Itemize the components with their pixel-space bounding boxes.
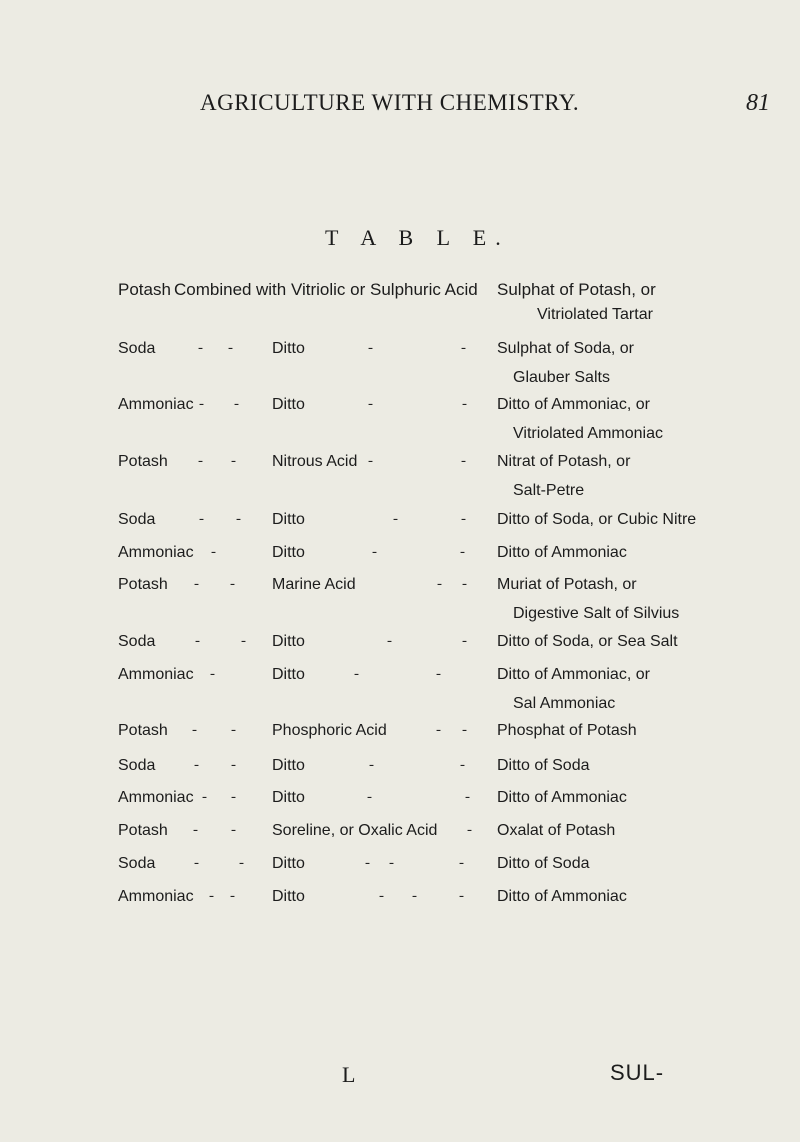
header-combined: Combined	[174, 280, 252, 299]
table-header-row	[0, 280, 800, 304]
leader-dash: -	[231, 822, 236, 838]
row-acid: Ditto	[272, 396, 305, 413]
row-base: Ammoniac	[118, 666, 194, 683]
row-result-line2: Salt-Petre	[513, 482, 585, 499]
row-result: Sulphat of Soda, or	[497, 340, 634, 357]
row-result: Muriat of Potash, or	[497, 576, 637, 593]
leader-dash: -	[368, 340, 373, 356]
row-result: Ditto of Soda	[497, 757, 590, 774]
row-result: Ditto of Ammoniac	[497, 544, 627, 561]
leader-dash: -	[230, 576, 235, 592]
leader-dash: -	[211, 544, 216, 560]
leader-dash: -	[368, 396, 373, 412]
leader-dash: -	[459, 855, 464, 871]
leader-dash: -	[379, 888, 384, 904]
row-result-line2: Digestive Salt of Silvius	[513, 605, 680, 622]
row-result: Nitrat of Potash, or	[497, 453, 631, 470]
leader-dash: -	[436, 722, 441, 738]
leader-dash: -	[467, 822, 472, 838]
row-base: Ammoniac	[118, 544, 194, 561]
leader-dash: -	[194, 576, 199, 592]
catchword: SUL-	[610, 1060, 665, 1085]
leader-dash: -	[228, 340, 233, 356]
leader-dash: -	[462, 396, 467, 412]
page-number: 81	[746, 90, 770, 116]
leader-dash: -	[231, 453, 236, 469]
row-acid: Ditto	[272, 633, 305, 650]
leader-dash: -	[436, 666, 441, 682]
leader-dash: -	[372, 544, 377, 560]
row-base: Potash	[118, 822, 168, 839]
row-base: Ammoniac	[118, 789, 194, 806]
table-row	[0, 576, 800, 628]
header-result-line2: Vitriolated Tartar	[537, 306, 653, 323]
leader-dash: -	[387, 633, 392, 649]
row-base: Ammoniac	[118, 396, 194, 413]
table-row	[0, 453, 800, 505]
row-acid: Ditto	[272, 511, 305, 528]
row-result: Ditto of Ammoniac	[497, 789, 627, 806]
leader-dash: -	[437, 576, 442, 592]
row-base: Soda	[118, 340, 156, 357]
leader-dash: -	[412, 888, 417, 904]
row-acid: Ditto	[272, 544, 305, 561]
row-result: Oxalat of Potash	[497, 822, 616, 839]
leader-dash: -	[461, 340, 466, 356]
leader-dash: -	[462, 633, 467, 649]
row-result: Ditto of Soda, or Sea Salt	[497, 633, 678, 650]
table-row	[0, 888, 800, 940]
row-acid: Soreline, or Oxalic Acid	[272, 822, 438, 839]
row-acid: Ditto	[272, 666, 305, 683]
leader-dash: -	[389, 855, 394, 871]
row-result: Ditto of Soda	[497, 855, 590, 872]
leader-dash: -	[209, 888, 214, 904]
leader-dash: -	[369, 757, 374, 773]
leader-dash: -	[460, 544, 465, 560]
leader-dash: -	[231, 722, 236, 738]
row-acid: Ditto	[272, 340, 305, 357]
row-base: Potash	[118, 722, 168, 739]
row-result: Ditto of Ammoniac, or	[497, 666, 650, 683]
leader-dash: -	[462, 722, 467, 738]
leader-dash: -	[459, 888, 464, 904]
leader-dash: -	[194, 757, 199, 773]
leader-dash: -	[465, 789, 470, 805]
table-row	[0, 666, 800, 718]
leader-dash: -	[234, 396, 239, 412]
leader-dash: -	[193, 822, 198, 838]
row-acid: Marine Acid	[272, 576, 356, 593]
table-row	[0, 340, 800, 392]
leader-dash: -	[461, 453, 466, 469]
header-acid: with Vitriolic or Sulphuric Acid	[256, 280, 478, 299]
row-acid: Ditto	[272, 757, 305, 774]
table-title: T A B L E.	[325, 225, 510, 250]
leader-dash: -	[236, 511, 241, 527]
running-title: AGRICULTURE WITH CHEMISTRY.	[200, 90, 580, 115]
row-result: Phosphat of Potash	[497, 722, 637, 739]
row-result-line2: Vitriolated Ammoniac	[513, 425, 663, 442]
row-base: Potash	[118, 576, 168, 593]
leader-dash: -	[199, 396, 204, 412]
leader-dash: -	[462, 576, 467, 592]
leader-dash: -	[241, 633, 246, 649]
row-base: Soda	[118, 757, 156, 774]
row-acid: Nitrous Acid	[272, 453, 358, 470]
table-row	[0, 396, 800, 448]
header-result: Sulphat of Potash, or	[497, 280, 656, 299]
leader-dash: -	[461, 511, 466, 527]
row-acid: Ditto	[272, 855, 305, 872]
leader-dash: -	[192, 722, 197, 738]
row-base: Potash	[118, 453, 168, 470]
leader-dash: -	[194, 855, 199, 871]
row-base: Soda	[118, 855, 156, 872]
row-acid: Phosphoric Acid	[272, 722, 387, 739]
row-acid: Ditto	[272, 888, 305, 905]
row-base: Ammoniac	[118, 888, 194, 905]
leader-dash: -	[365, 855, 370, 871]
leader-dash: -	[198, 453, 203, 469]
row-acid: Ditto	[272, 789, 305, 806]
leader-dash: -	[460, 757, 465, 773]
leader-dash: -	[195, 633, 200, 649]
leader-dash: -	[199, 511, 204, 527]
leader-dash: -	[230, 888, 235, 904]
row-result: Ditto of Ammoniac	[497, 888, 627, 905]
leader-dash: -	[231, 789, 236, 805]
leader-dash: -	[231, 757, 236, 773]
leader-dash: -	[354, 666, 359, 682]
row-base: Soda	[118, 633, 156, 650]
leader-dash: -	[202, 789, 207, 805]
signature-mark: L	[342, 1062, 356, 1087]
leader-dash: -	[210, 666, 215, 682]
leader-dash: -	[239, 855, 244, 871]
leader-dash: -	[198, 340, 203, 356]
row-result-line2: Glauber Salts	[513, 369, 610, 386]
row-result: Ditto of Ammoniac, or	[497, 396, 650, 413]
row-result-line2: Sal Ammoniac	[513, 695, 616, 712]
row-base: Soda	[118, 511, 156, 528]
header-base: Potash	[118, 280, 171, 299]
leader-dash: -	[368, 453, 373, 469]
leader-dash: -	[393, 511, 398, 527]
leader-dash: -	[367, 789, 372, 805]
row-result: Ditto of Soda, or Cubic Nitre	[497, 511, 697, 528]
